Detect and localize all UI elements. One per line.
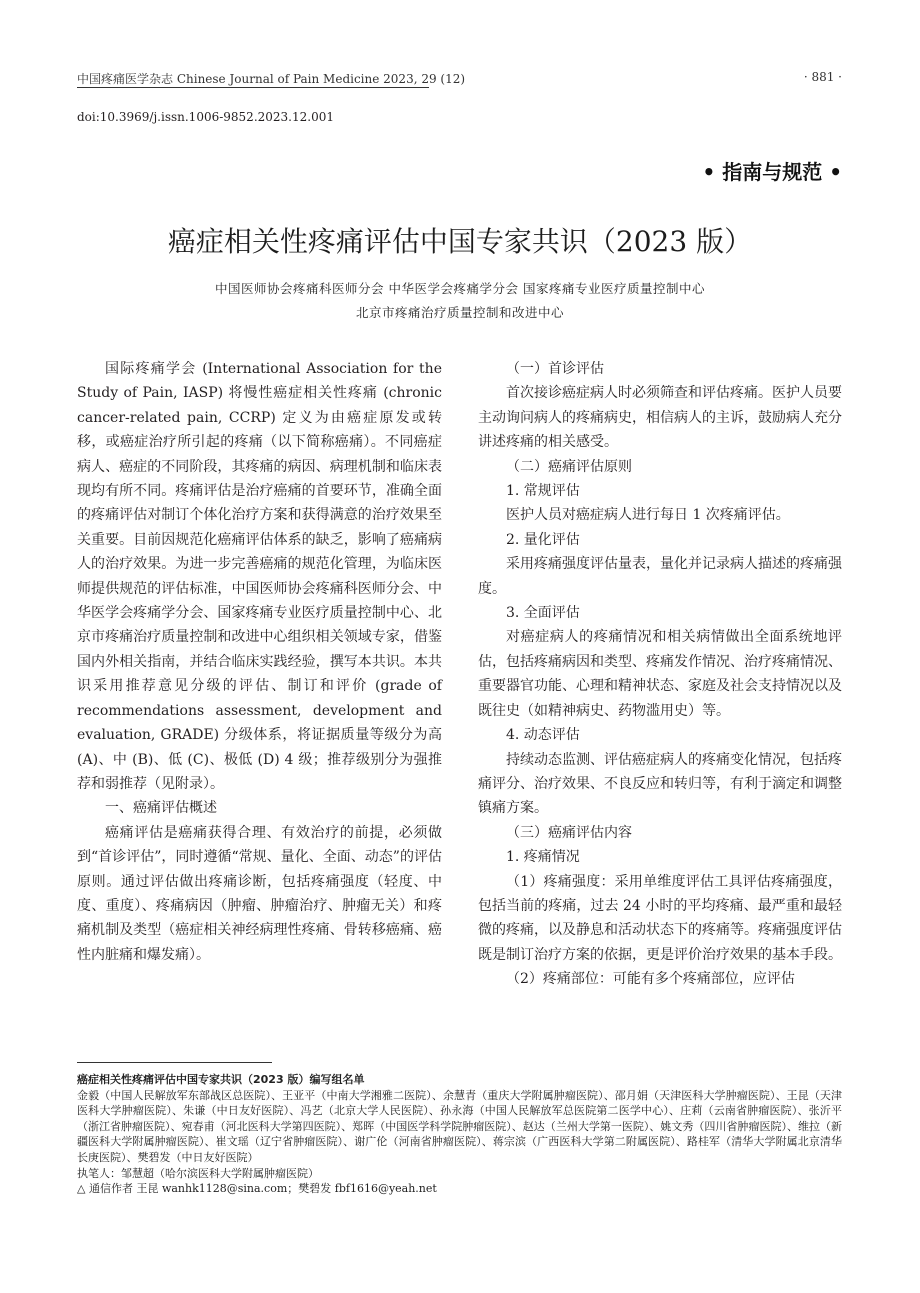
item-dynamic: 4. 动态评估 (506, 727, 580, 744)
routine-paragraph: 医护人员对癌症病人进行每日 1 次疼痛评估。 (506, 507, 790, 524)
authors-line-2: 北京市疼痛治疗质量控制和改进中心 (355, 305, 564, 320)
footnote-members: 金毅（中国人民解放军东部战区总医院）、王亚平（中南大学湘雅二医院）、余慧青（重庆大学附属肿瘤医院）、邵月娟（天津医科大学肿瘤医院）、王昆（天津医科大学肿瘤医院）、朱谦（中日友好医院）、冯艺（北京大学人民医院）、孙永海（中国人民解放军总医院第二医学中心）、庄莉（云南省肿瘤医院）、张沂平（浙江省肿瘤医院）、宛春甫（河北医科大学第四医院）、郑晖（中国医学科学院肿瘤医院）、赵达（兰州大学第一医院）、姚文秀（四川省肿瘤医院）、维拉（新疆医科大学附属肿瘤医院）、崔文瑶（辽宁省肿瘤医院）、谢广伦（河南省肿瘤医院）、蒋宗滨（广西医科大学第二附属医院）、路桂军（清华大学附属北京清华长庚医院）、樊碧发（中日友好医院） (77, 1088, 842, 1164)
left-column (77, 357, 442, 967)
header-rule (77, 87, 429, 88)
first-visit-paragraph: 首次接诊癌症病人时必须筛查和评估疼痛。医护人员要主动询问病人的疼痛病史，相信病人的主诉，鼓励病人充分讲述疼痛的相关感受。 (478, 385, 842, 451)
article-title: 癌症相关性疼痛评估中国专家共识（2023 版） (167, 225, 753, 258)
subheading-first-visit: （一）首诊评估 (506, 361, 604, 377)
footnote-correspondence: △ 通信作者 王昆 wanhk1128@sina.com；樊碧发 fbf1616@yeah.net (77, 1182, 437, 1196)
comprehensive-paragraph: 对癌症病人的疼痛情况和相关病情做出全面系统地评估，包括疼痛病因和类型、疼痛发作情况、治疗疼痛情况、重要器官功能、心理和精神状态、家庭及社会支持情况以及既往史（如精神病史、药物滥用史）等。 (478, 629, 842, 719)
authors-line-1: 中国医师协会疼痛科医师分会 中华医学会疼痛学分会 国家疼痛专业医疗质量控制中心 (215, 281, 705, 296)
page-number: · 881 · (803, 70, 842, 84)
doi: doi:10.3969/j.issn.1006-9852.2023.12.001 (77, 110, 334, 124)
quantitative-paragraph: 采用疼痛强度评估量表，量化并记录病人描述的疼痛强度。 (478, 556, 842, 597)
journal-header: 中国疼痛医学杂志 Chinese Journal of Pain Medicine 2023, 29 (12) (77, 72, 466, 86)
item-pain-status: 1. 疼痛情况 (506, 849, 580, 866)
item-quantitative: 2. 量化评估 (506, 531, 580, 548)
subheading-content: （三）癌痛评估内容 (506, 824, 632, 841)
item-routine: 1. 常规评估 (506, 483, 580, 500)
item-comprehensive: 3. 全面评估 (506, 605, 580, 622)
intro-paragraph: 国际疼痛学会 (International Association for the Study of Pain, IASP) 将慢性癌症相关性疼痛 (chronic cancer-related pain, CCRP) 定义为由癌症原发或转移，或癌症治疗所引起的疼痛（以下简称癌痛）。不同癌症病人、癌症的不同阶段，其疼痛的病因、病理机制和临床表现均有所不同。疼痛评估是治疗癌痛的首要环节，准确全面的疼痛评估对制订个体化治疗方案和获得满意的治疗效果至关重要。目前因规范化癌痛评估体系的缺乏，影响了癌痛病人的治疗效果。为进一步完善癌痛的规范化管理，为临床医师提供规范的评估标准，中国医师协会疼痛科医师分会、中华医学会疼痛学分会、国家疼痛专业医疗质量控制中心、北京市疼痛治疗质量控制和改进中心组织相关领域专家，借鉴国内外相关指南，并结合临床实践经验，撰写本共识。本共识采用推荐意见分级的评估、制订和评价 (grade of recommendations assessment, development and evaluation, GRADE) 分级体系，将证据质量等级分为高 (A)、中 (B)、低 (C)、极低 (D) 4 级；推荐级别分为强推荐和弱推荐（见附录）。 (77, 361, 442, 792)
section-tag: • 指南与规范 • (702, 160, 842, 184)
footnote-rule (77, 1062, 272, 1063)
footnote-title: 癌症相关性疼痛评估中国专家共识（2023 版）编写组名单 (77, 1073, 365, 1086)
subheading-principles: （二）癌痛评估原则 (506, 458, 632, 475)
section-heading-overview: 一、癌痛评估概述 (105, 800, 217, 817)
dynamic-paragraph: 持续动态监测、评估癌症病人的疼痛变化情况，包括疼痛评分、治疗效果、不良反应和转归等，有利于滴定和调整镇痛方案。 (478, 751, 842, 817)
footnote (77, 1072, 842, 1197)
pain-intensity-paragraph: （1）疼痛强度：采用单维度评估工具评估疼痛强度，包括当前的疼痛，过去 24 小时的平均疼痛、最严重和最轻微的疼痛，以及静息和活动状态下的疼痛等。疼痛强度评估既是制订治疗方案的依据，更是评价治疗效果的基本手段。 (478, 873, 842, 963)
footnote-writer: 执笔人：邹慧超（哈尔滨医科大学附属肿瘤医院） (77, 1166, 319, 1180)
overview-paragraph: 癌痛评估是癌痛获得合理、有效治疗的前提，必须做到“首诊评估”，同时遵循“常规、量化、全面、动态”的评估原则。通过评估做出疼痛诊断，包括疼痛强度（轻度、中度、重度）、疼痛病因（肿瘤、肿瘤治疗、肿瘤无关）和疼痛机制及类型（癌症相关神经病理性疼痛、骨转移癌痛、癌性内脏痛和爆发痛）。 (77, 824, 442, 963)
right-column (478, 357, 842, 992)
pain-location-paragraph: （2）疼痛部位：可能有多个疼痛部位，应评估 (506, 971, 795, 988)
